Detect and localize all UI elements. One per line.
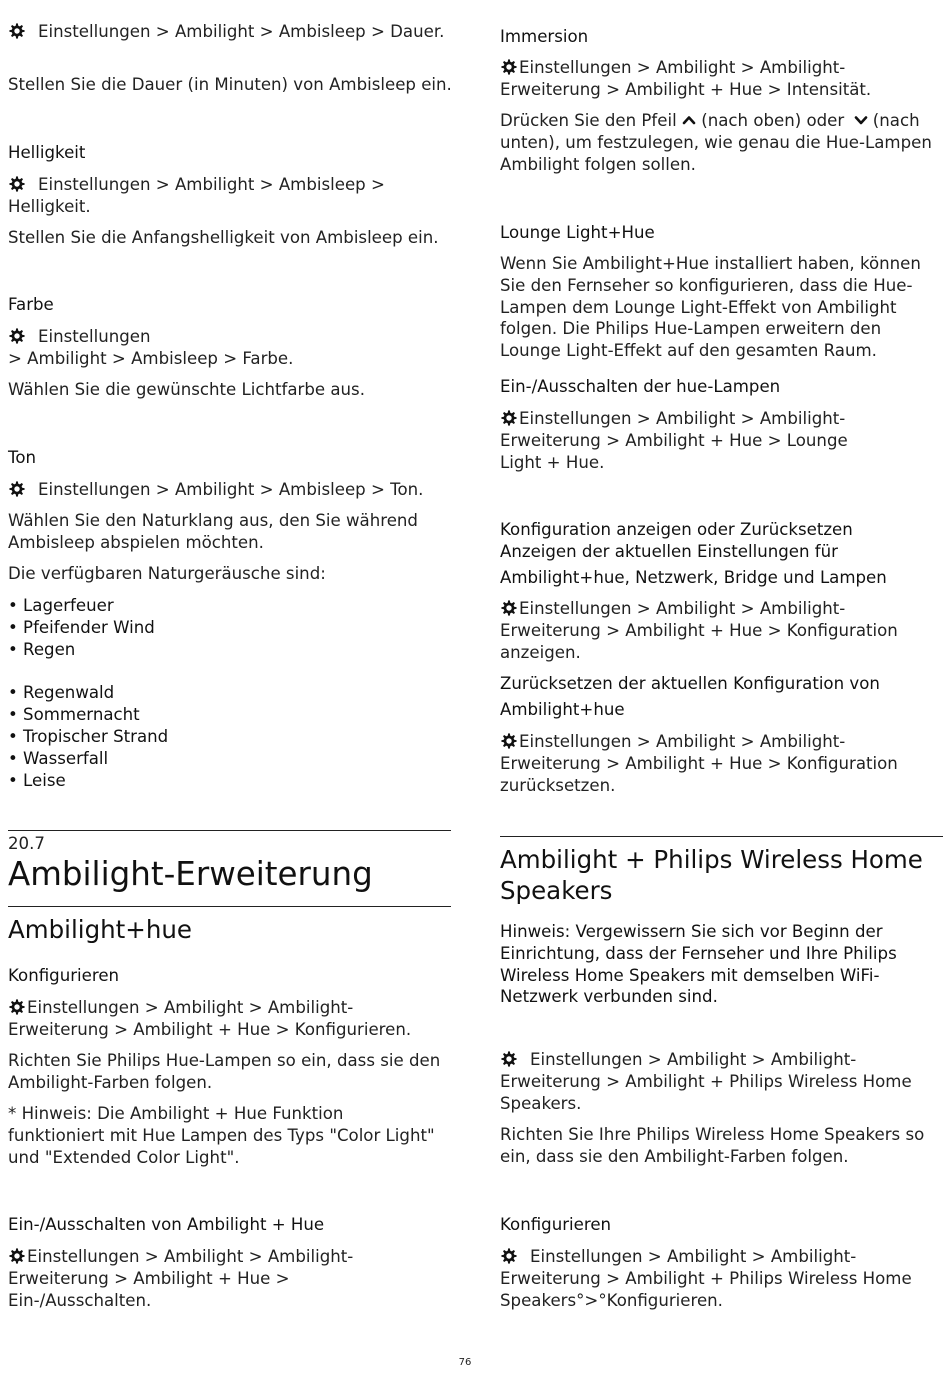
immersion-path: Einstellungen > Ambilight > Ambilight-Erweiterung > Ambilight + Hue > Intensität.: [500, 58, 872, 99]
subsection-rule: [8, 906, 451, 907]
gear-icon: [500, 599, 518, 617]
chevron-down-icon: [854, 113, 868, 127]
speakers-path: Einstellungen > Ambilight > Ambilight-Erweiterung > Ambilight + Philips Wireless Home Speakers.: [500, 1050, 912, 1113]
section-title: Ambilight-Erweiterung: [8, 855, 373, 893]
list-item: • Pfeifender Wind: [8, 617, 155, 637]
lamps-heading: Ein-/Ausschalten der hue-Lampen: [500, 377, 781, 396]
immersion-description: [500, 110, 940, 175]
lounge-heading: Lounge Light+Hue: [500, 223, 655, 242]
ton-path: Einstellungen > Ambilight > Ambisleep > Ton.: [38, 480, 424, 499]
sounds-list-1: [8, 595, 453, 661]
reset-heading-2: Ambilight+hue: [500, 700, 625, 719]
sounds-list-2: [8, 682, 453, 792]
immersion-desc-a: Drücken Sie den Pfeil: [500, 111, 677, 130]
dauer-path-block: [8, 21, 453, 43]
konfig-path-block: [8, 997, 428, 1041]
speakers-title: Ambilight + Philips Wireless Home Speakers: [500, 845, 923, 905]
list-item: • Lagerfeuer: [8, 596, 114, 615]
onoff-path: Einstellungen > Ambilight > Ambilight-Erweiterung > Ambilight + Hue > Ein-/Ausschalten.: [8, 1247, 354, 1310]
speakers-description: Richten Sie Ihre Philips Wireless Home Speakers so ein, dass sie den Ambilight-Farben folgen.: [500, 1125, 925, 1166]
dauer-description: Stellen Sie die Dauer (in Minuten) von Ambisleep ein.: [8, 75, 452, 94]
gear-icon: [8, 998, 26, 1016]
config-heading-1: Konfiguration anzeigen oder Zurücksetzen: [500, 520, 853, 539]
chevron-up-icon: [682, 113, 696, 127]
konfig-description: Richten Sie Philips Hue-Lampen so ein, dass sie den Ambilight-Farben folgen.: [8, 1051, 441, 1092]
farbe-description: Wählen Sie die gewünschte Lichtfarbe aus.: [8, 380, 365, 399]
gear-icon: [8, 22, 26, 40]
reset-heading-1: Zurücksetzen der aktuellen Konfiguration von: [500, 674, 880, 693]
gear-icon: [500, 409, 518, 427]
gear-icon: [500, 58, 518, 76]
speakers-path-block: [500, 1049, 920, 1114]
helligkeit-description: Stellen Sie die Anfangshelligkeit von Ambisleep ein.: [8, 228, 439, 247]
page-number: 76: [458, 1357, 472, 1368]
ton-heading: Ton: [8, 448, 36, 467]
helligkeit-heading: Helligkeit: [8, 143, 86, 162]
konfig-note: * Hinweis: Die Ambilight + Hue Funktion funktioniert mit Hue Lampen des Typs "Color Light" und "Extended Color Light".: [8, 1104, 435, 1167]
immersion-path-block: [500, 57, 880, 101]
section-number: 20.7: [8, 834, 45, 853]
onoff-path-block: [8, 1246, 438, 1311]
dauer-path: Einstellungen > Ambilight > Ambisleep > Dauer.: [38, 22, 445, 41]
immersion-heading: Immersion: [500, 27, 589, 46]
gear-icon: [500, 1247, 518, 1265]
speakers-konfig-path: Einstellungen > Ambilight > Ambilight-Erweiterung > Ambilight + Philips Wireless Home Speakers°>°Konfigurieren.: [500, 1247, 912, 1310]
config-path-block: [500, 598, 900, 663]
list-item: • Wasserfall: [8, 748, 109, 768]
config-heading-2: Anzeigen der aktuellen Einstellungen für: [500, 542, 838, 561]
gear-icon: [500, 732, 518, 750]
konfig-path: Einstellungen > Ambilight > Ambilight-Erweiterung > Ambilight + Hue > Konfigurieren.: [8, 998, 412, 1039]
lamps-path-block: [500, 408, 850, 473]
gear-icon: [8, 327, 26, 345]
gear-icon: [500, 1050, 518, 1068]
speakers-rule: [500, 836, 943, 837]
ton-path-block: [8, 479, 453, 501]
gear-icon: [8, 175, 26, 193]
konfig-heading: Konfigurieren: [8, 966, 120, 985]
config-path: Einstellungen > Ambilight > Ambilight-Erweiterung > Ambilight + Hue > Konfiguration anzeigen.: [500, 599, 898, 662]
list-item: • Regen: [8, 639, 76, 659]
speakers-note: Hinweis: Vergewissern Sie sich vor Beginn der Einrichtung, dass der Fernseher und Ihre Philips Wireless Home Speakers mit demselben WiFi-Netzwerk verbunden sind.: [500, 922, 897, 1007]
farbe-path-line2: > Ambilight > Ambisleep > Farbe.: [8, 348, 294, 368]
immersion-desc-b: (nach oben) oder: [701, 111, 845, 130]
immersion-desc-c: (nach unten), um festzulegen, wie genau die Hue-Lampen Ambilight folgen sollen.: [500, 111, 932, 174]
farbe-path-line1: Einstellungen: [38, 327, 151, 346]
sounds-intro: Die verfügbaren Naturgeräusche sind:: [8, 564, 326, 583]
config-heading-3: Ambilight+hue, Netzwerk, Bridge und Lampen: [500, 568, 887, 587]
lamps-path: Einstellungen > Ambilight > Ambilight-Erweiterung > Ambilight + Hue > Lounge Light + Hue.: [500, 409, 848, 472]
farbe-heading: Farbe: [8, 295, 54, 314]
gear-icon: [8, 480, 26, 498]
reset-path-block: [500, 731, 900, 796]
list-item: • Tropischer Strand: [8, 726, 169, 746]
gear-icon: [8, 1247, 26, 1265]
onoff-heading: Ein-/Ausschalten von Ambilight + Hue: [8, 1215, 325, 1234]
reset-path: Einstellungen > Ambilight > Ambilight-Erweiterung > Ambilight + Hue > Konfiguration zurücksetzen.: [500, 732, 898, 795]
list-item: • Leise: [8, 770, 66, 790]
speakers-konfig-heading: Konfigurieren: [500, 1215, 612, 1234]
speakers-konfig-path-block: [500, 1246, 920, 1311]
list-item: • Sommernacht: [8, 704, 140, 724]
hue-title: Ambilight+hue: [8, 915, 192, 944]
lounge-description: Wenn Sie Ambilight+Hue installiert haben, können Sie den Fernseher so konfigurieren, dass die Hue-Lampen dem Lounge Light-Effekt von Ambilight folgen. Die Philips Hue-Lampen erweitern den Lounge Light-Effekt auf den gesamten Raum.: [500, 254, 921, 361]
ton-description: Wählen Sie den Naturklang aus, den Sie während Ambisleep abspielen möchten.: [8, 511, 418, 552]
helligkeit-path-block: [8, 174, 453, 218]
farbe-path-block: [8, 326, 453, 370]
list-item: • Regenwald: [8, 683, 115, 702]
helligkeit-path: Einstellungen > Ambilight > Ambisleep > Helligkeit.: [8, 175, 385, 216]
section-rule: [8, 830, 451, 831]
